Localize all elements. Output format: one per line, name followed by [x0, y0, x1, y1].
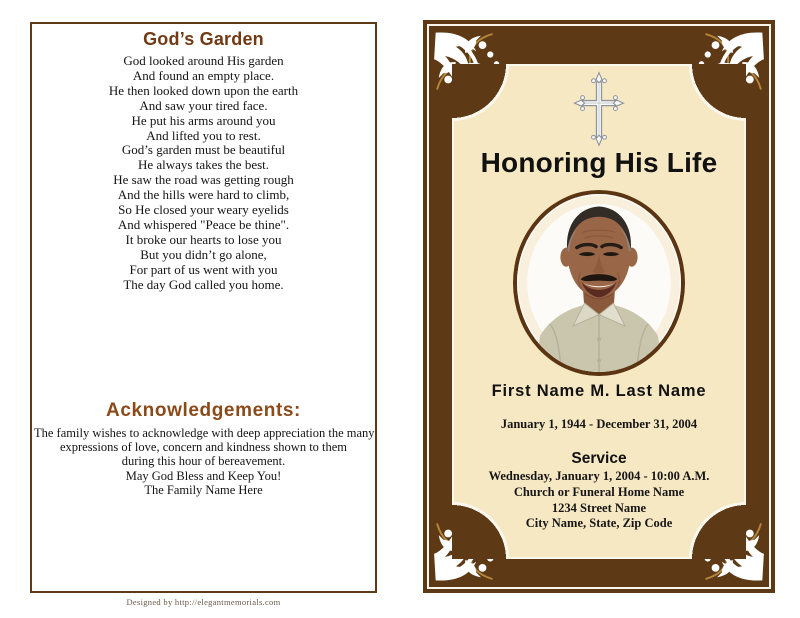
poem-line: And lifted you to rest.: [146, 127, 261, 143]
panel-pinline: [506, 557, 692, 559]
acknowledgements-line: The Family Name Here: [144, 482, 263, 497]
panel-pinline: [506, 64, 692, 66]
poem-line: And saw your tired face.: [139, 97, 268, 113]
acknowledgements-line: The family wishes to acknowledge with deep appreciation the many: [34, 426, 375, 440]
poem-line: The day God called you home.: [123, 276, 284, 292]
service-line: 1234 Street Name: [551, 500, 647, 515]
cover-page: [423, 20, 775, 593]
poem-line: He put his arms around you: [131, 112, 276, 128]
acknowledgements-line: during this hour of bereavement.: [121, 454, 286, 469]
poem-line: God’s garden must be beautiful: [121, 142, 286, 158]
cover-panel: [452, 64, 746, 559]
poem-line: He always takes the best.: [137, 157, 270, 173]
portrait-photo: [513, 190, 685, 376]
poem-line: God looked around His garden: [123, 53, 284, 68]
poem-line: It broke our hearts to lose you: [125, 231, 282, 247]
poem-line: And whispered "Peace be thine".: [117, 216, 290, 232]
service-line: City Name, State, Zip Code: [525, 516, 673, 531]
acknowledgements-text: [34, 426, 373, 497]
acknowledgements-line: expressions of love, concern and kindness shown to them: [59, 440, 348, 455]
service-title: Service: [571, 450, 627, 467]
service-line: Church or Funeral Home Name: [513, 484, 685, 499]
cross-icon: [572, 70, 626, 148]
poem-line: So He closed your weary eyelids: [118, 202, 289, 218]
cover-title: Honoring His Life: [480, 147, 718, 178]
acknowledgements-title: Acknowledgements:: [106, 400, 301, 421]
poem-line: And found an empty place.: [132, 67, 275, 83]
poem-line: He saw the road was getting rough: [113, 172, 294, 188]
poem-line: For part of us went with you: [129, 261, 278, 277]
poem-line: And the hills were hard to climb,: [117, 187, 290, 203]
acknowledgements-line: May God Bless and Keep You!: [125, 468, 282, 483]
poem-line: But you didn’t go alone,: [140, 246, 267, 262]
service-line: Wednesday, January 1, 2004 - 10:00 A.M.: [488, 469, 710, 483]
designed-by-caption: Designed by http://elegantmemorials.com: [126, 597, 281, 607]
service-details: [452, 469, 746, 532]
poem: [32, 54, 375, 293]
poem-title: God’s Garden: [143, 29, 264, 49]
poem-line: He then looked down upon the earth: [108, 82, 299, 98]
left-page: [30, 22, 377, 593]
deceased-name: First Name M. Last Name: [491, 382, 707, 400]
life-dates: January 1, 1944 - December 31, 2004: [500, 417, 698, 431]
